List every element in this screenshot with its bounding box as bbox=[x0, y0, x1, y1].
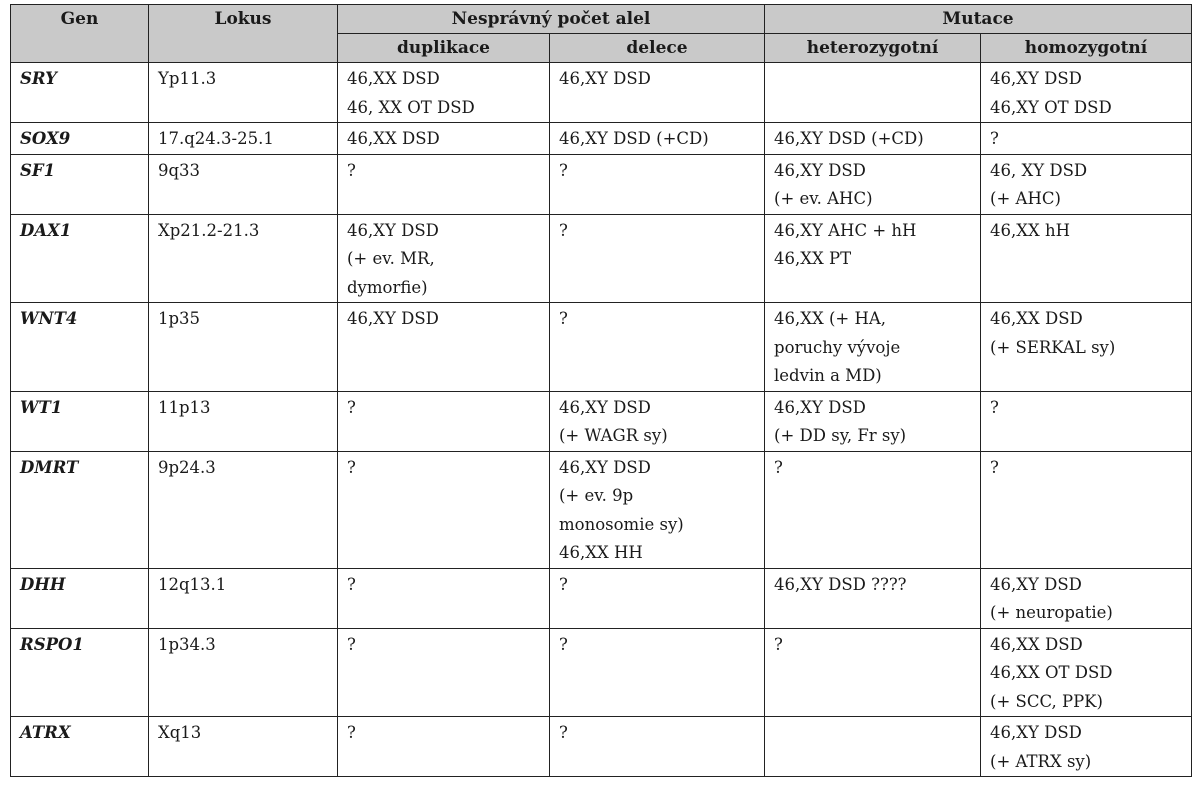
heterozygotni-line: (+ ev. AHC) bbox=[774, 189, 873, 208]
homozygotni-line: (+ ATRX sy) bbox=[990, 751, 1092, 771]
duplikace-cell bbox=[338, 451, 550, 568]
duplikace-cell bbox=[338, 717, 550, 777]
heterozygotni-cell bbox=[765, 451, 981, 568]
delece-line: ? bbox=[559, 220, 568, 240]
homozygotni-line: ? bbox=[990, 129, 999, 148]
duplikace-line: ? bbox=[347, 160, 356, 180]
homozygotni-line: (+ SERKAL sy) bbox=[990, 337, 1116, 357]
duplikace-cell bbox=[338, 214, 550, 303]
delece-line: ? bbox=[559, 634, 568, 654]
delece-line: 46,XY DSD bbox=[559, 397, 651, 417]
heterozygotni-cell bbox=[765, 123, 981, 155]
delece-line: 46,XX HH bbox=[559, 543, 643, 562]
gene-name-cell: DMRT bbox=[11, 451, 149, 568]
delece-line: 46,XY DSD bbox=[559, 69, 651, 88]
delece-cell bbox=[550, 214, 765, 303]
heterozygotni-line: 46,XY DSD (+CD) bbox=[774, 129, 924, 148]
gene-name-cell: DAX1 bbox=[11, 214, 149, 303]
delece-cell bbox=[550, 568, 765, 628]
locus-cell: 9p24.3 bbox=[149, 451, 338, 568]
homozygotni-line: 46,XY DSD bbox=[990, 69, 1082, 88]
locus-cell: Xp21.2-21.3 bbox=[149, 214, 338, 303]
heterozygotni-line: 46,XY DSD bbox=[774, 160, 866, 180]
homozygotni-line: 46,XY DSD bbox=[990, 723, 1082, 742]
duplikace-line: (+ ev. MR, bbox=[347, 249, 435, 268]
locus-cell: Yp11.3 bbox=[149, 63, 338, 123]
duplikace-line: ? bbox=[347, 457, 356, 477]
delece-line: ? bbox=[559, 723, 568, 742]
delece-line: ? bbox=[559, 309, 568, 328]
delece-cell bbox=[550, 628, 765, 717]
homozygotni-cell bbox=[981, 628, 1192, 717]
heterozygotni-cell bbox=[765, 63, 981, 123]
homozygotni-line: 46,XY DSD bbox=[990, 574, 1082, 594]
heterozygotni-line: ? bbox=[774, 634, 783, 654]
duplikace-cell bbox=[338, 391, 550, 451]
gene-name-cell: SOX9 bbox=[11, 123, 149, 155]
delece-line: monosomie sy) bbox=[559, 514, 684, 534]
heterozygotni-cell bbox=[765, 391, 981, 451]
homozygotni-line: 46,XX DSD bbox=[990, 309, 1083, 328]
locus-cell: 11p13 bbox=[149, 391, 338, 451]
heterozygotni-cell bbox=[765, 717, 981, 777]
homozygotni-cell bbox=[981, 123, 1192, 155]
header-homozygotni: homozygotní bbox=[981, 34, 1192, 63]
heterozygotni-line: 46,XY AHC + hH bbox=[774, 220, 917, 240]
duplikace-line: 46,XX DSD bbox=[347, 69, 440, 88]
homozygotni-line: ? bbox=[990, 457, 999, 477]
header-heterozygotni: heterozygotní bbox=[765, 34, 981, 63]
duplikace-cell bbox=[338, 568, 550, 628]
duplikace-line: 46, XX OT DSD bbox=[347, 97, 475, 117]
gene-name-cell: SF1 bbox=[11, 154, 149, 214]
table-header bbox=[11, 5, 1192, 63]
duplikace-line: ? bbox=[347, 723, 356, 742]
delece-cell bbox=[550, 451, 765, 568]
duplikace-cell bbox=[338, 123, 550, 155]
table-body bbox=[11, 63, 1192, 777]
table-row bbox=[11, 63, 1192, 123]
table-row bbox=[11, 214, 1192, 303]
homozygotni-line: ? bbox=[990, 397, 999, 417]
locus-cell: 12q13.1 bbox=[149, 568, 338, 628]
gene-name-cell: SRY bbox=[11, 63, 149, 123]
delece-cell bbox=[550, 391, 765, 451]
locus-cell: Xq13 bbox=[149, 717, 338, 777]
locus-cell: 1p34.3 bbox=[149, 628, 338, 717]
duplikace-line: 46,XY DSD bbox=[347, 220, 439, 240]
duplikace-line: 46,XY DSD bbox=[347, 309, 439, 328]
homozygotni-cell bbox=[981, 568, 1192, 628]
delece-cell bbox=[550, 63, 765, 123]
heterozygotni-cell bbox=[765, 214, 981, 303]
delece-line: 46,XY DSD (+CD) bbox=[559, 129, 709, 148]
homozygotni-cell bbox=[981, 451, 1192, 568]
homozygotni-line: 46,XY OT DSD bbox=[990, 97, 1112, 117]
homozygotni-line: 46,XX hH bbox=[990, 220, 1071, 240]
header-delece: delece bbox=[550, 34, 765, 63]
heterozygotni-line: (+ DD sy, Fr sy) bbox=[774, 426, 907, 445]
heterozygotni-line: poruchy vývoje bbox=[774, 337, 901, 357]
header-gen: Gen bbox=[11, 5, 149, 63]
homozygotni-cell bbox=[981, 303, 1192, 392]
homozygotni-cell bbox=[981, 154, 1192, 214]
delece-cell bbox=[550, 303, 765, 392]
delece-line: (+ WAGR sy) bbox=[559, 426, 668, 445]
heterozygotni-line: ledvin a MD) bbox=[774, 366, 882, 385]
table-row bbox=[11, 154, 1192, 214]
delece-line: (+ ev. 9p bbox=[559, 486, 634, 505]
gene-name-cell: DHH bbox=[11, 568, 149, 628]
table-row bbox=[11, 628, 1192, 717]
header-duplikace: duplikace bbox=[338, 34, 550, 63]
homozygotni-line: 46, XY DSD bbox=[990, 160, 1088, 180]
table-row bbox=[11, 123, 1192, 155]
gene-table-container bbox=[10, 4, 1191, 777]
delece-cell bbox=[550, 717, 765, 777]
homozygotni-line: (+ SCC, PPK) bbox=[990, 691, 1103, 711]
homozygotni-line: 46,XX OT DSD bbox=[990, 663, 1113, 682]
delece-line: ? bbox=[559, 574, 568, 594]
duplikace-line: ? bbox=[347, 574, 356, 594]
homozygotni-cell bbox=[981, 63, 1192, 123]
heterozygotni-cell bbox=[765, 303, 981, 392]
delece-line: ? bbox=[559, 160, 568, 180]
duplikace-line: 46,XX DSD bbox=[347, 129, 440, 148]
duplikace-cell bbox=[338, 154, 550, 214]
heterozygotni-line: 46,XY DSD ???? bbox=[774, 574, 907, 594]
gene-table bbox=[10, 4, 1192, 777]
duplikace-line: dymorfie) bbox=[347, 277, 428, 297]
homozygotni-line: (+ AHC) bbox=[990, 189, 1061, 208]
duplikace-cell bbox=[338, 628, 550, 717]
homozygotni-line: (+ neuropatie) bbox=[990, 603, 1113, 622]
heterozygotni-cell bbox=[765, 154, 981, 214]
heterozygotni-line: 46,XX (+ HA, bbox=[774, 309, 887, 328]
homozygotni-cell bbox=[981, 391, 1192, 451]
header-mutation-group: Mutace bbox=[765, 5, 1192, 34]
header-lokus: Lokus bbox=[149, 5, 338, 63]
heterozygotni-line: 46,XX PT bbox=[774, 249, 852, 268]
table-row bbox=[11, 303, 1192, 392]
gene-name-cell: WT1 bbox=[11, 391, 149, 451]
table-row bbox=[11, 568, 1192, 628]
gene-name-cell: ATRX bbox=[11, 717, 149, 777]
heterozygotni-line: ? bbox=[774, 457, 783, 477]
delece-line: 46,XY DSD bbox=[559, 457, 651, 477]
duplikace-line: ? bbox=[347, 397, 356, 417]
duplikace-line: ? bbox=[347, 634, 356, 654]
gene-name-cell: WNT4 bbox=[11, 303, 149, 392]
homozygotni-cell bbox=[981, 717, 1192, 777]
delece-cell bbox=[550, 154, 765, 214]
heterozygotni-cell bbox=[765, 568, 981, 628]
locus-cell: 17.q24.3-25.1 bbox=[149, 123, 338, 155]
homozygotni-line: 46,XX DSD bbox=[990, 634, 1083, 654]
duplikace-cell bbox=[338, 303, 550, 392]
delece-cell bbox=[550, 123, 765, 155]
homozygotni-cell bbox=[981, 214, 1192, 303]
table-row bbox=[11, 451, 1192, 568]
locus-cell: 9q33 bbox=[149, 154, 338, 214]
heterozygotni-line: 46,XY DSD bbox=[774, 397, 866, 417]
header-allele-group: Nesprávný počet alel bbox=[338, 5, 765, 34]
duplikace-cell bbox=[338, 63, 550, 123]
locus-cell: 1p35 bbox=[149, 303, 338, 392]
table-row bbox=[11, 391, 1192, 451]
heterozygotni-cell bbox=[765, 628, 981, 717]
gene-name-cell: RSPO1 bbox=[11, 628, 149, 717]
table-row bbox=[11, 717, 1192, 777]
